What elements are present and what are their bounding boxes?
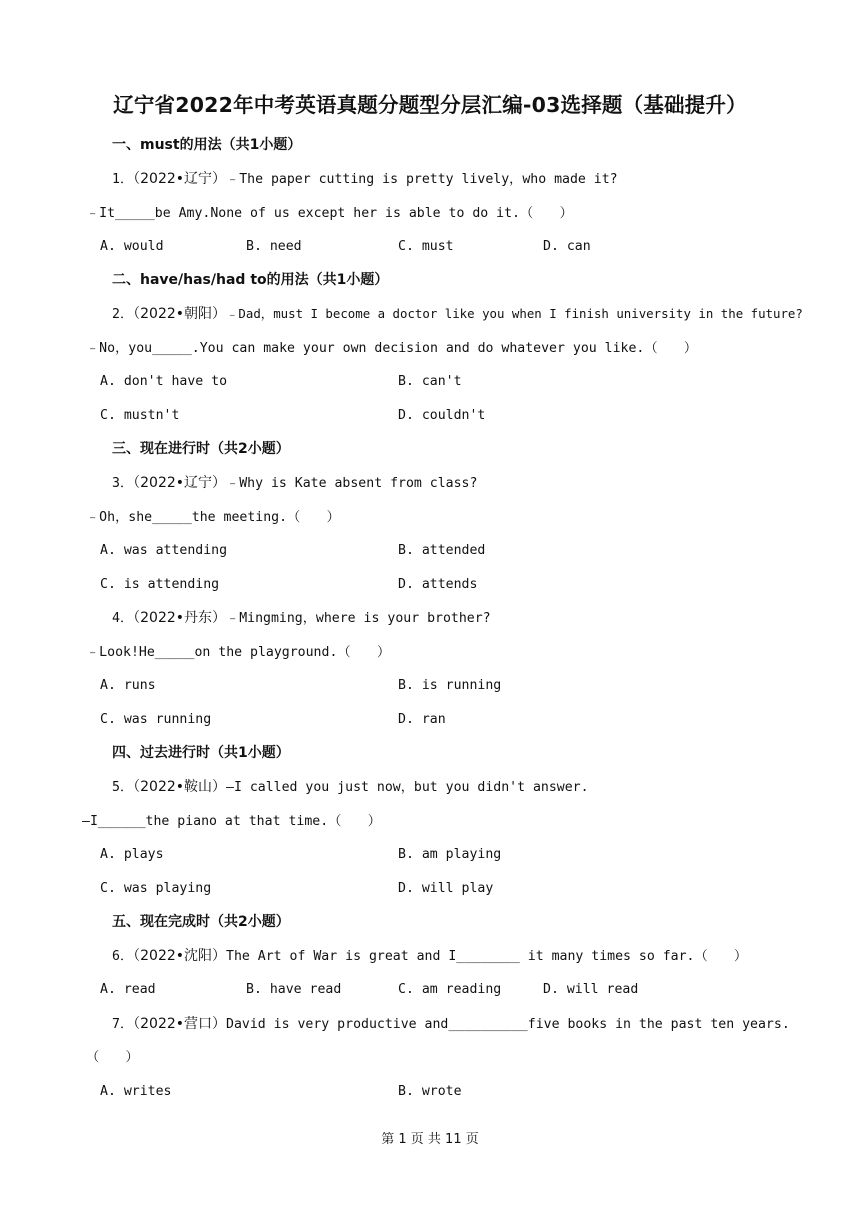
- question-3-answer-line: ﹣Oh，she_____the meeting.（ ）: [86, 510, 340, 525]
- option-a[interactable]: A. was attending: [100, 543, 228, 558]
- answer-blank: _____: [115, 206, 155, 221]
- answer-blank: _____: [154, 645, 195, 660]
- question-text: ﹣The paper cutting is pretty lively，who made it?: [226, 172, 618, 187]
- question-4-answer-line: ﹣Look!He_____on the playground.（ ）: [86, 645, 391, 660]
- section-heading: 五、现在完成时（共2小题）: [112, 914, 290, 930]
- option-a[interactable]: A. don't have to: [100, 374, 228, 389]
- question-2-answer-line: ﹣No，you_____.You can make your own decision and do whatever you like.（ ）: [86, 341, 698, 356]
- option-b[interactable]: B. need: [246, 239, 302, 254]
- option-c[interactable]: C. was running: [100, 712, 212, 727]
- option-c[interactable]: C. am reading: [398, 982, 502, 997]
- option-a[interactable]: A. plays: [100, 847, 164, 862]
- option-a[interactable]: A. writes: [100, 1084, 172, 1099]
- answer-blank: ________: [456, 949, 520, 964]
- option-a[interactable]: A. runs: [100, 678, 156, 693]
- page-footer: 第 1 页 共 11 页: [381, 1132, 479, 1147]
- option-a[interactable]: A. would: [100, 239, 164, 254]
- section-heading: 四、过去进行时（共1小题）: [112, 745, 290, 761]
- answer-blank: _____: [152, 510, 192, 525]
- option-b[interactable]: B. wrote: [398, 1084, 462, 1099]
- option-b[interactable]: B. have read: [246, 982, 342, 997]
- option-d[interactable]: D. can: [543, 239, 591, 254]
- option-b[interactable]: B. is running: [398, 678, 502, 693]
- question-5-stem: 5．（2022•鞍山）—I called you just now，but you didn't answer.: [112, 779, 589, 795]
- answer-blank: ______: [97, 814, 146, 829]
- question-7-stem: 7．（2022•营口）David is very productive and__________five books in the past ten years.: [112, 1016, 790, 1032]
- answer-blank: __________: [448, 1017, 528, 1032]
- question-2-stem: 2．（2022•朝阳）﹣Dad，must I become a doctor like you when I finish university in the future?: [112, 306, 803, 322]
- section-heading: 三、现在进行时（共2小题）: [112, 441, 290, 457]
- question-7-answer-line: （ ）: [86, 1050, 139, 1065]
- option-d[interactable]: D. couldn't: [398, 408, 486, 423]
- answer-blank: _____: [152, 341, 192, 356]
- question-1-stem: [112, 170, 618, 189]
- question-4-stem: 4．（2022•丹东）﹣Mingming，where is your brother?: [112, 610, 491, 626]
- page-title: 辽宁省2022年中考英语真题分题型分层汇编-03选择题（基础提升）: [113, 93, 747, 117]
- option-d[interactable]: D. ran: [398, 712, 446, 727]
- option-c[interactable]: C. is attending: [100, 577, 220, 592]
- question-5-answer-line: —I______the piano at that time.（ ）: [82, 814, 381, 829]
- option-d[interactable]: D. will read: [543, 982, 639, 997]
- option-d[interactable]: D. will play: [398, 881, 494, 896]
- option-c[interactable]: C. must: [398, 239, 454, 254]
- question-6-stem: 6．（2022•沈阳）The Art of War is great and I________ it many times so far.（ ）: [112, 948, 748, 964]
- option-d[interactable]: D. attends: [398, 577, 478, 592]
- option-b[interactable]: B. can't: [398, 374, 462, 389]
- section-heading: 一、must的用法（共1小题）: [112, 137, 302, 153]
- option-b[interactable]: B. attended: [398, 543, 486, 558]
- option-b[interactable]: B. am playing: [398, 847, 502, 862]
- option-c[interactable]: C. mustn't: [100, 408, 180, 423]
- question-source: （2022•辽宁）: [133, 171, 227, 187]
- question-number: 1．: [112, 172, 134, 187]
- question-3-stem: 3．（2022•辽宁）﹣Why is Kate absent from class?: [112, 475, 478, 491]
- option-c[interactable]: C. was playing: [100, 881, 212, 896]
- section-heading: 二、have/has/had to的用法（共1小题）: [112, 272, 389, 288]
- question-1-answer-line: ﹣It_____be Amy.None of us except her is able to do it.（ ）: [86, 206, 573, 221]
- option-a[interactable]: A. read: [100, 982, 156, 997]
